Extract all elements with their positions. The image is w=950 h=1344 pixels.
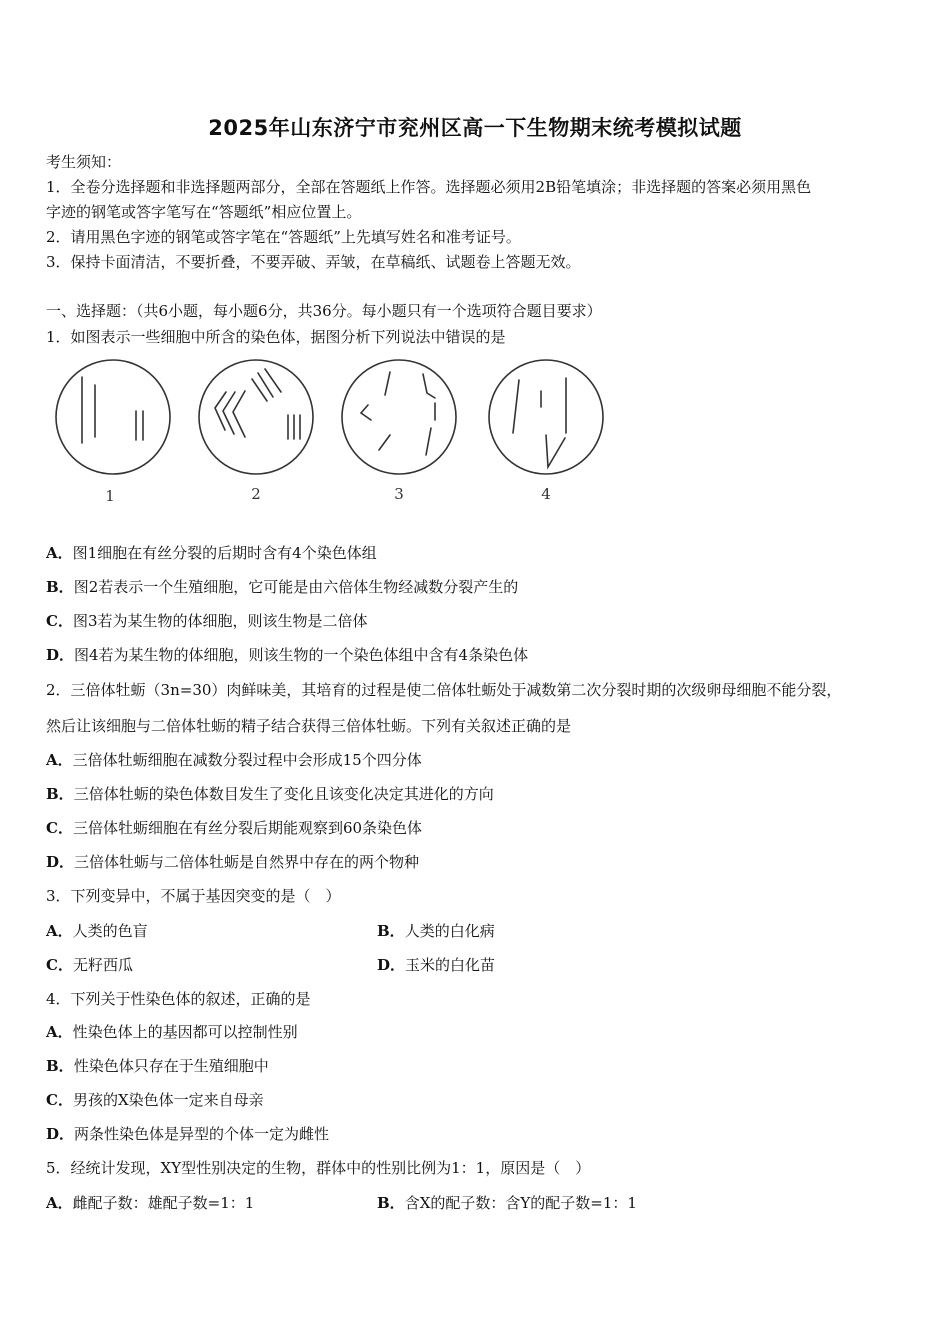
option-text: 性染色体上的基因都可以控制性别	[72, 1023, 298, 1041]
option-letter: B．	[377, 922, 405, 940]
notice-item: 3．保持卡面清洁，不要折叠，不要弄破、弄皱，在草稿纸、试题卷上答题无效。	[46, 253, 581, 271]
question-4-option-d	[46, 1124, 329, 1144]
chromosome	[513, 380, 519, 433]
question-4-option-b	[46, 1056, 269, 1076]
notice-item: 1．全卷分选择题和非选择题两部分，全部在答题纸上作答。选择题必须用2B铅笔填涂；非选择题的答案必须用黑色	[46, 178, 812, 196]
option-text: 性染色体只存在于生殖细胞中	[73, 1057, 269, 1075]
cell-4-label: 4	[541, 485, 551, 503]
option-text: 雌配子数：雄配子数=1：1	[72, 1194, 255, 1212]
option-text: 三倍体牡蛎的染色体数目发生了变化且该变化决定其进化的方向	[73, 785, 494, 803]
cell-2-label: 2	[251, 485, 261, 503]
chromosome	[546, 435, 565, 467]
question-2-stem-line-2: 然后让该细胞与二倍体牡蛎的精子结合获得三倍体牡蛎。下列有关叙述正确的是	[46, 717, 572, 735]
question-1-option-c	[46, 611, 368, 631]
option-letter: B．	[377, 1194, 405, 1212]
question-5-stem: 5．经统计发现，XY型性别决定的生物，群体中的性别比例为1：1，原因是（ ）	[46, 1159, 591, 1177]
question-3-option-d	[377, 955, 495, 975]
option-text: 人类的色盲	[72, 922, 148, 940]
question-2-option-d	[46, 852, 419, 872]
option-text: 图3若为某生物的体细胞，则该生物是二倍体	[72, 612, 368, 630]
option-letter: D．	[46, 646, 75, 664]
chromosome-diagram	[46, 355, 616, 515]
option-letter: C．	[46, 1091, 73, 1109]
question-5-option-b	[377, 1193, 637, 1213]
option-letter: D．	[46, 1125, 75, 1143]
option-letter: A．	[46, 1194, 73, 1212]
notice-item: 字迹的钢笔或答字笔写在“答题纸”相应位置上。	[46, 203, 362, 221]
option-letter: D．	[46, 853, 75, 871]
cell-3-label: 3	[394, 485, 404, 503]
option-letter: A．	[46, 1023, 73, 1041]
cell-2-circle	[199, 360, 313, 474]
option-letter: A．	[46, 751, 73, 769]
question-3-stem: 3．下列变异中，不属于基因突变的是（ ）	[46, 887, 341, 905]
question-1-stem: 1．如图表示一些细胞中所含的染色体，据图分析下列说法中错误的是	[46, 328, 506, 346]
option-text: 三倍体牡蛎细胞在有丝分裂后期能观察到60条染色体	[72, 819, 423, 837]
option-text: 三倍体牡蛎细胞在减数分裂过程中会形成15个四分体	[72, 751, 422, 769]
question-3-option-c	[46, 955, 133, 975]
question-2-stem-line-1: 2．三倍体牡蛎（3n=30）肉鲜味美，其培育的过程是使二倍体牡蛎处于减数第二次分裂时期的次级卵母细胞不能分裂，	[46, 681, 842, 699]
notice-item: 2．请用黑色字迹的钢笔或答字笔在“答题纸”上先填写姓名和准考证号。	[46, 228, 521, 246]
option-text: 两条性染色体是异型的个体一定为雌性	[74, 1125, 330, 1143]
option-letter: A．	[46, 922, 73, 940]
option-text: 玉米的白化苗	[405, 956, 496, 974]
question-5-option-a	[46, 1193, 254, 1213]
chromosome	[426, 428, 431, 455]
option-letter: B．	[46, 785, 74, 803]
question-2-option-b	[46, 784, 494, 804]
option-text: 含X的配子数：含Y的配子数=1：1	[404, 1194, 637, 1212]
question-3-option-b	[377, 921, 495, 941]
question-4-stem: 4．下列关于性染色体的叙述，正确的是	[46, 990, 311, 1008]
notice-heading: 考生须知：	[46, 153, 122, 171]
chromosome	[361, 405, 371, 420]
option-text: 三倍体牡蛎与二倍体牡蛎是自然界中存在的两个物种	[74, 853, 420, 871]
option-letter: C．	[46, 819, 73, 837]
option-text: 图4若为某生物的体细胞，则该生物的一个染色体组中含有4条染色体	[74, 646, 529, 664]
option-letter: D．	[377, 956, 406, 974]
option-letter: B．	[46, 1057, 74, 1075]
option-letter: C．	[46, 956, 73, 974]
cell-1-circle	[56, 360, 170, 474]
option-letter: C．	[46, 612, 73, 630]
question-1-option-d	[46, 645, 528, 665]
question-3-option-a	[46, 921, 148, 941]
option-text: 无籽西瓜	[72, 956, 133, 974]
option-text: 图2若表示一个生殖细胞，它可能是由六倍体生物经减数分裂产生的	[73, 578, 519, 596]
chromosome	[215, 392, 226, 430]
chromosome	[379, 435, 390, 450]
section-heading: 一、选择题：（共6小题，每小题6分，共36分。每小题只有一个选项符合题目要求）	[46, 302, 602, 320]
question-4-option-c	[46, 1090, 264, 1110]
cell-4-circle	[489, 360, 603, 474]
cell-1-label: 1	[105, 487, 115, 505]
chromosome-figure	[46, 355, 616, 515]
question-4-option-a	[46, 1022, 298, 1042]
option-text: 男孩的X染色体一定来自母亲	[72, 1091, 264, 1109]
question-1-option-b	[46, 577, 518, 597]
option-text: 人类的白化病	[404, 922, 495, 940]
option-letter: B．	[46, 578, 74, 596]
option-letter: A．	[46, 544, 73, 562]
question-1-option-a	[46, 543, 377, 563]
chromosome	[385, 372, 390, 395]
question-2-option-a	[46, 750, 422, 770]
chromosome	[233, 391, 245, 437]
question-2-option-c	[46, 818, 422, 838]
cell-3-circle	[342, 360, 456, 474]
page-title: 2025年山东济宁市兖州区高一下生物期末统考模拟试题	[208, 116, 742, 140]
option-text: 图1细胞在有丝分裂的后期时含有4个染色体组	[72, 544, 377, 562]
chromosome	[423, 374, 435, 398]
